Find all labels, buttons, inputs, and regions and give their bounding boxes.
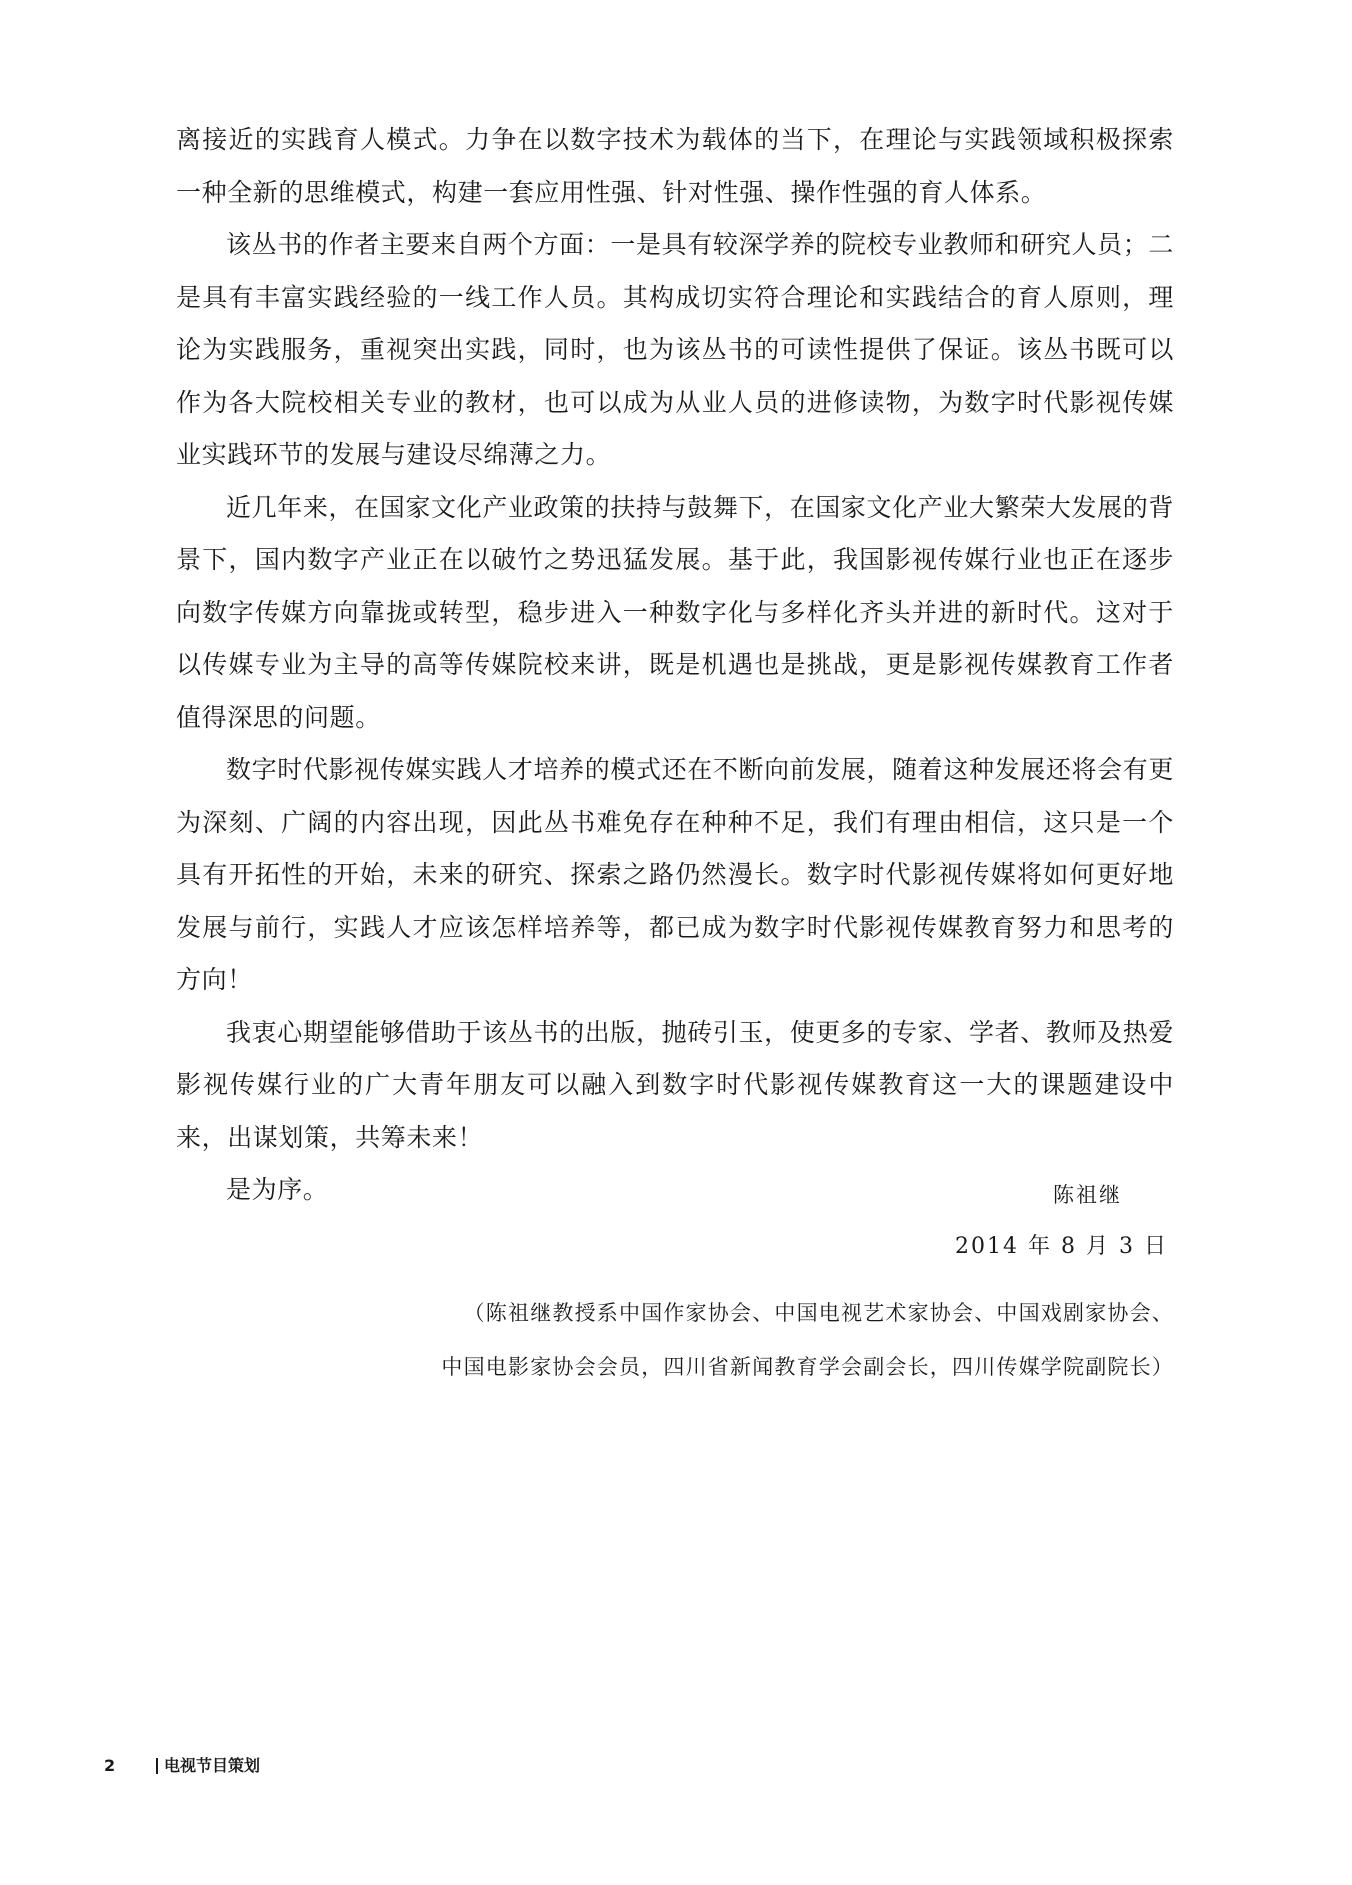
page-number: 2 bbox=[104, 1756, 116, 1775]
paragraph-1: 离接近的实践育人模式。力争在以数字技术为载体的当下，在理论与实践领域积极探索一种全新的思维模式，构建一套应用性强、针对性强、操作性强的育人体系。 bbox=[176, 125, 1174, 207]
author-bio bbox=[374, 1286, 1174, 1394]
author-bio-line-2: 中国电影家协会会员，四川省新闻教育学会副会长，四川传媒学院副院长） bbox=[441, 1355, 1174, 1379]
paragraph-3: 近几年来，在国家文化产业政策的扶持与鼓舞下，在国家文化产业大繁荣大发展的背景下，国内数字产业正在以破竹之势迅猛发展。基于此，我国影视传媒行业也正在逐步向数字传媒方向靠拢或转型，稳步进入一种数字化与多样化齐头并进的新时代。这对于以传媒专业为主导的高等传媒院校来讲，既是机遇也是挑战，更是影视传媒教育工作者值得深思的问题。 bbox=[176, 492, 1174, 732]
running-title: 电视节目策划 bbox=[164, 1756, 261, 1775]
preface-body bbox=[176, 114, 1174, 1217]
paragraph-4: 数字时代影视传媒实践人才培养的模式还在不断向前发展，随着这种发展还将会有更为深刻、广阔的内容出现，因此丛书难免存在种种不足，我们有理由相信，这只是一个具有开拓性的开始，未来的研究、探索之路仍然漫长。数字时代影视传媒将如何更好地发展与前行，实践人才应该怎样培养等，都已成为数字时代影视传媒教育努力和思考的方向！ bbox=[176, 755, 1174, 994]
signature-date: 2014 年 8 月 3 日 bbox=[955, 1234, 1168, 1259]
paragraph-2: 该丛书的作者主要来自两个方面：一是具有较深学养的院校专业教师和研究人员；二是具有丰富实践经验的一线工作人员。其构成切实符合理论和实践结合的育人原则，理论为实践服务，重视突出实践，同时，也为该丛书的可读性提供了保证。该丛书既可以作为各大院校相关专业的教材，也可以成为从业人员的进修读物，为数字时代影视传媒业实践环节的发展与建设尽绵薄之力。 bbox=[176, 230, 1174, 469]
paragraph-6: 是为序。 bbox=[226, 1175, 329, 1204]
page-footer bbox=[104, 1754, 260, 1778]
author-bio-line-1: （陈祖继教授系中国作家协会、中国电视艺术家协会、中国戏剧家协会、 bbox=[463, 1301, 1174, 1325]
footer-divider bbox=[156, 1758, 158, 1774]
paragraph-5: 我衷心期望能够借助于该丛书的出版，抛砖引玉，使更多的专家、学者、教师及热爱影视传媒行业的广大青年朋友可以融入到数字时代影视传媒教育这一大的课题建设中来，出谋划策，共筹未来！ bbox=[176, 1017, 1174, 1152]
author-signature: 陈祖继 bbox=[1053, 1183, 1122, 1207]
